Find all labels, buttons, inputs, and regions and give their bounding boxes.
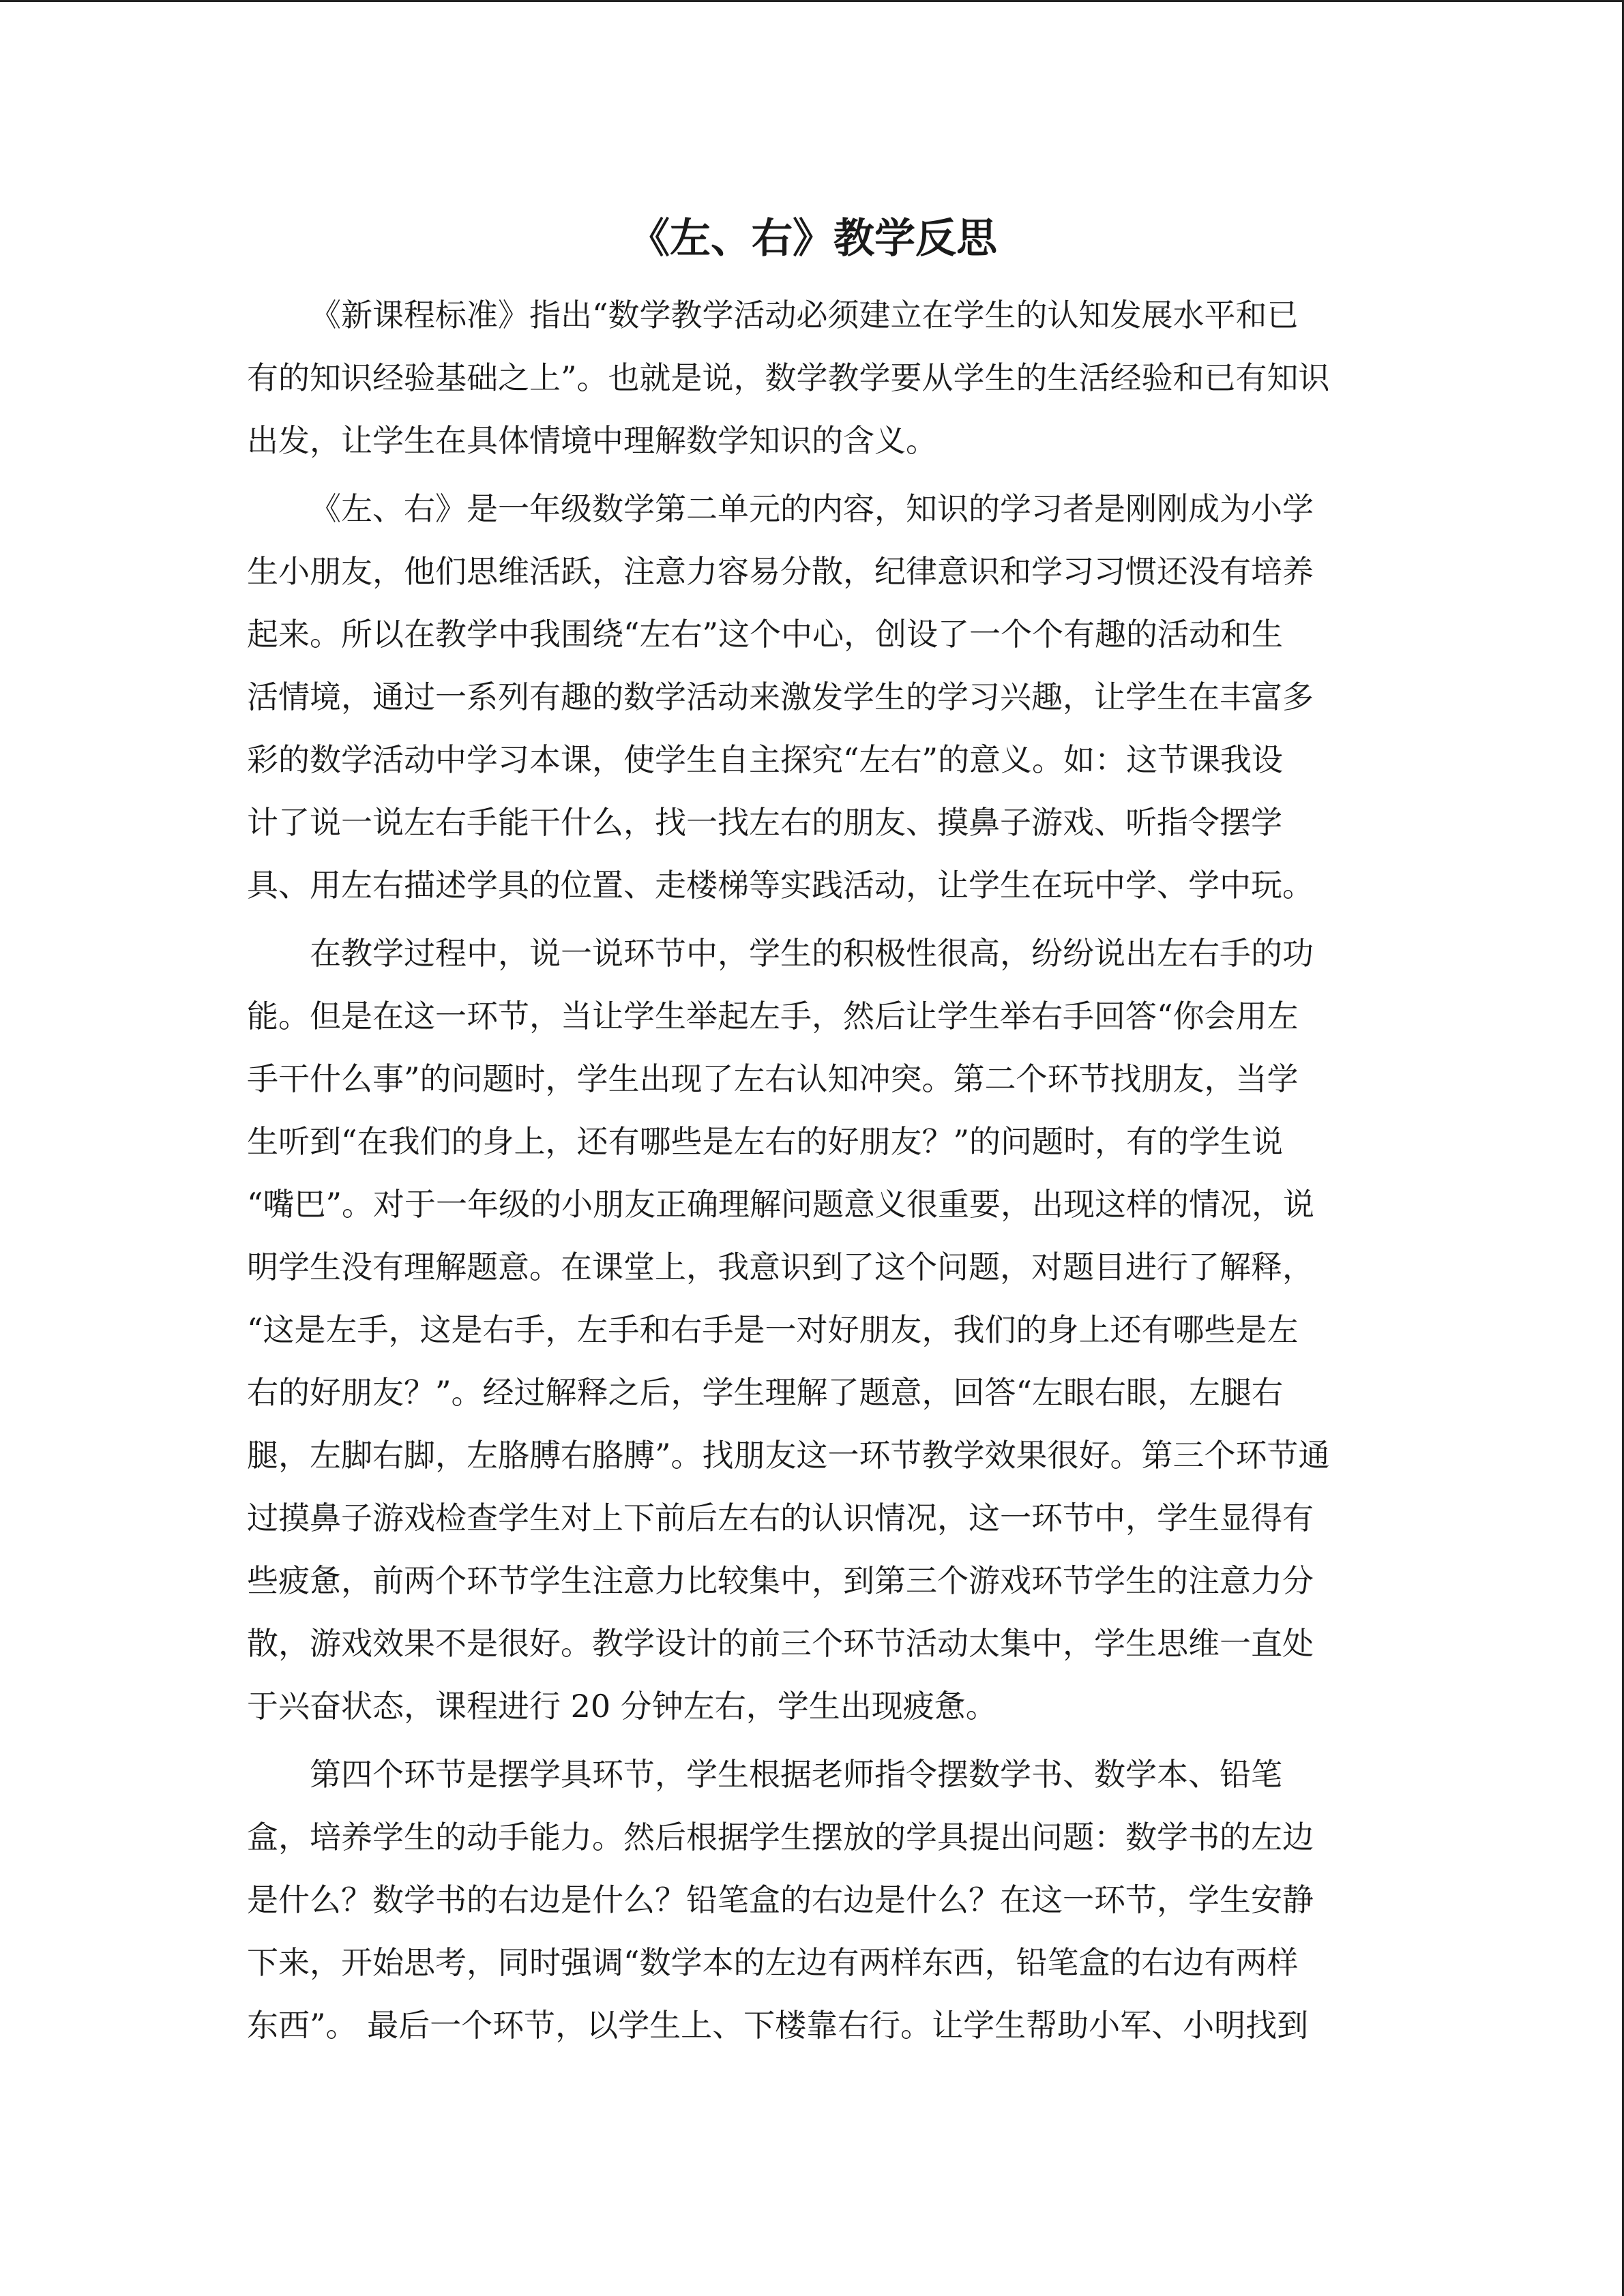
paragraph-line: 具、用左右描述学具的位置、走楼梯等实践活动，让学生在玩中学、学中玩。 xyxy=(247,867,1314,904)
paragraph-4 xyxy=(247,1743,1379,2057)
paragraph-line: 过摸鼻子游戏检查学生对上下前后左右的认识情况，这一环节中，学生显得有 xyxy=(247,1500,1314,1536)
paragraph-line: 在教学过程中，说一说环节中，学生的积极性很高，纷纷说出左右手的功 xyxy=(310,935,1314,972)
paragraph-line: 些疲惫，前两个环节学生注意力比较集中，到第三个游戏环节学生的注意力分 xyxy=(247,1562,1314,1599)
paragraph-line: 计了说一说左右手能干什么，找一找左右的朋友、摸鼻子游戏、听指令摆学 xyxy=(247,804,1282,841)
paragraph-line: 出发，让学生在具体情境中理解数学知识的含义。 xyxy=(247,422,937,459)
paragraph-line: 《左、右》是一年级数学第二单元的内容，知识的学习者是刚刚成为小学 xyxy=(310,490,1314,527)
paragraph-line: 活情境，通过一系列有趣的数学活动来激发学生的学习兴趣，让学生在丰富多 xyxy=(247,679,1314,715)
paragraph-line: 生小朋友，他们思维活跃，注意力容易分散，纪律意识和学习习惯还没有培养 xyxy=(247,553,1314,590)
paragraph-line: 能。但是在这一环节，当让学生举起左手，然后让学生举右手回答“你会用左 xyxy=(247,998,1299,1034)
paragraph-line: 明学生没有理解题意。在课堂上，我意识到了这个问题，对题目进行了解释， xyxy=(247,1249,1314,1285)
paragraph-line: 右的好朋友？”。经过解释之后，学生理解了题意，回答“左眼右眼，左腿右 xyxy=(247,1374,1284,1411)
paragraph-line: 起来。所以在教学中我围绕“左右”这个中心，创设了一个个有趣的活动和生 xyxy=(247,616,1284,653)
paragraph-line: 下来，开始思考，同时强调“数学本的左边有两样东西，铅笔盒的右边有两样 xyxy=(247,1944,1299,1981)
paragraph-3 xyxy=(247,922,1379,1738)
paragraph-line: 盒，培养学生的动手能力。然后根据学生摆放的学具提出问题：数学书的左边 xyxy=(247,1819,1314,1855)
paragraph-line: 于兴奋状态，课程进行 20 分钟左右，学生出现疲惫。 xyxy=(247,1688,997,1725)
paragraph-line: 有的知识经验基础之上”。也就是说，数学教学要从学生的生活经验和已有知识 xyxy=(247,359,1330,396)
paragraph-2 xyxy=(247,477,1379,916)
paragraph-line: 东西”。 最后一个环节，以学生上、下楼靠右行。让学生帮助小军、小明找到 xyxy=(247,2007,1309,2044)
document-page xyxy=(247,205,1379,2062)
paragraph-line: “嘴巴”。对于一年级的小朋友正确理解问题意义很重要，出现这样的情况，说 xyxy=(247,1186,1315,1223)
page-top-border xyxy=(0,0,1624,2)
paragraph-line: 散，游戏效果不是很好。教学设计的前三个环节活动太集中，学生思维一直处 xyxy=(247,1625,1314,1662)
paragraph-line: 第四个环节是摆学具环节，学生根据老师指令摆数学书、数学本、铅笔 xyxy=(310,1756,1282,1793)
paragraph-line: “这是左手，这是右手，左手和右手是一对好朋友，我们的身上还有哪些是左 xyxy=(247,1311,1299,1348)
paragraph-line: 生听到“在我们的身上，还有哪些是左右的好朋友？”的问题时，有的学生说 xyxy=(247,1123,1284,1160)
paragraph-line: 《新课程标准》指出“数学教学活动必须建立在学生的认知发展水平和已 xyxy=(310,297,1299,333)
paragraph-line: 腿，左脚右脚，左胳膊右胳膊”。找朋友这一环节教学效果很好。第三个环节通 xyxy=(247,1437,1330,1474)
document-title: 《左、右》教学反思 xyxy=(629,215,997,263)
paragraph-line: 彩的数学活动中学习本课，使学生自主探究“左右”的意义。如：这节课我设 xyxy=(247,741,1284,778)
paragraph-line: 是什么？数学书的右边是什么？铅笔盒的右边是什么？在这一环节，学生安静 xyxy=(247,1881,1314,1918)
paragraph-1 xyxy=(247,284,1379,472)
paragraph-line: 手干什么事”的问题时，学生出现了左右认知冲突。第二个环节找朋友，当学 xyxy=(247,1060,1299,1097)
